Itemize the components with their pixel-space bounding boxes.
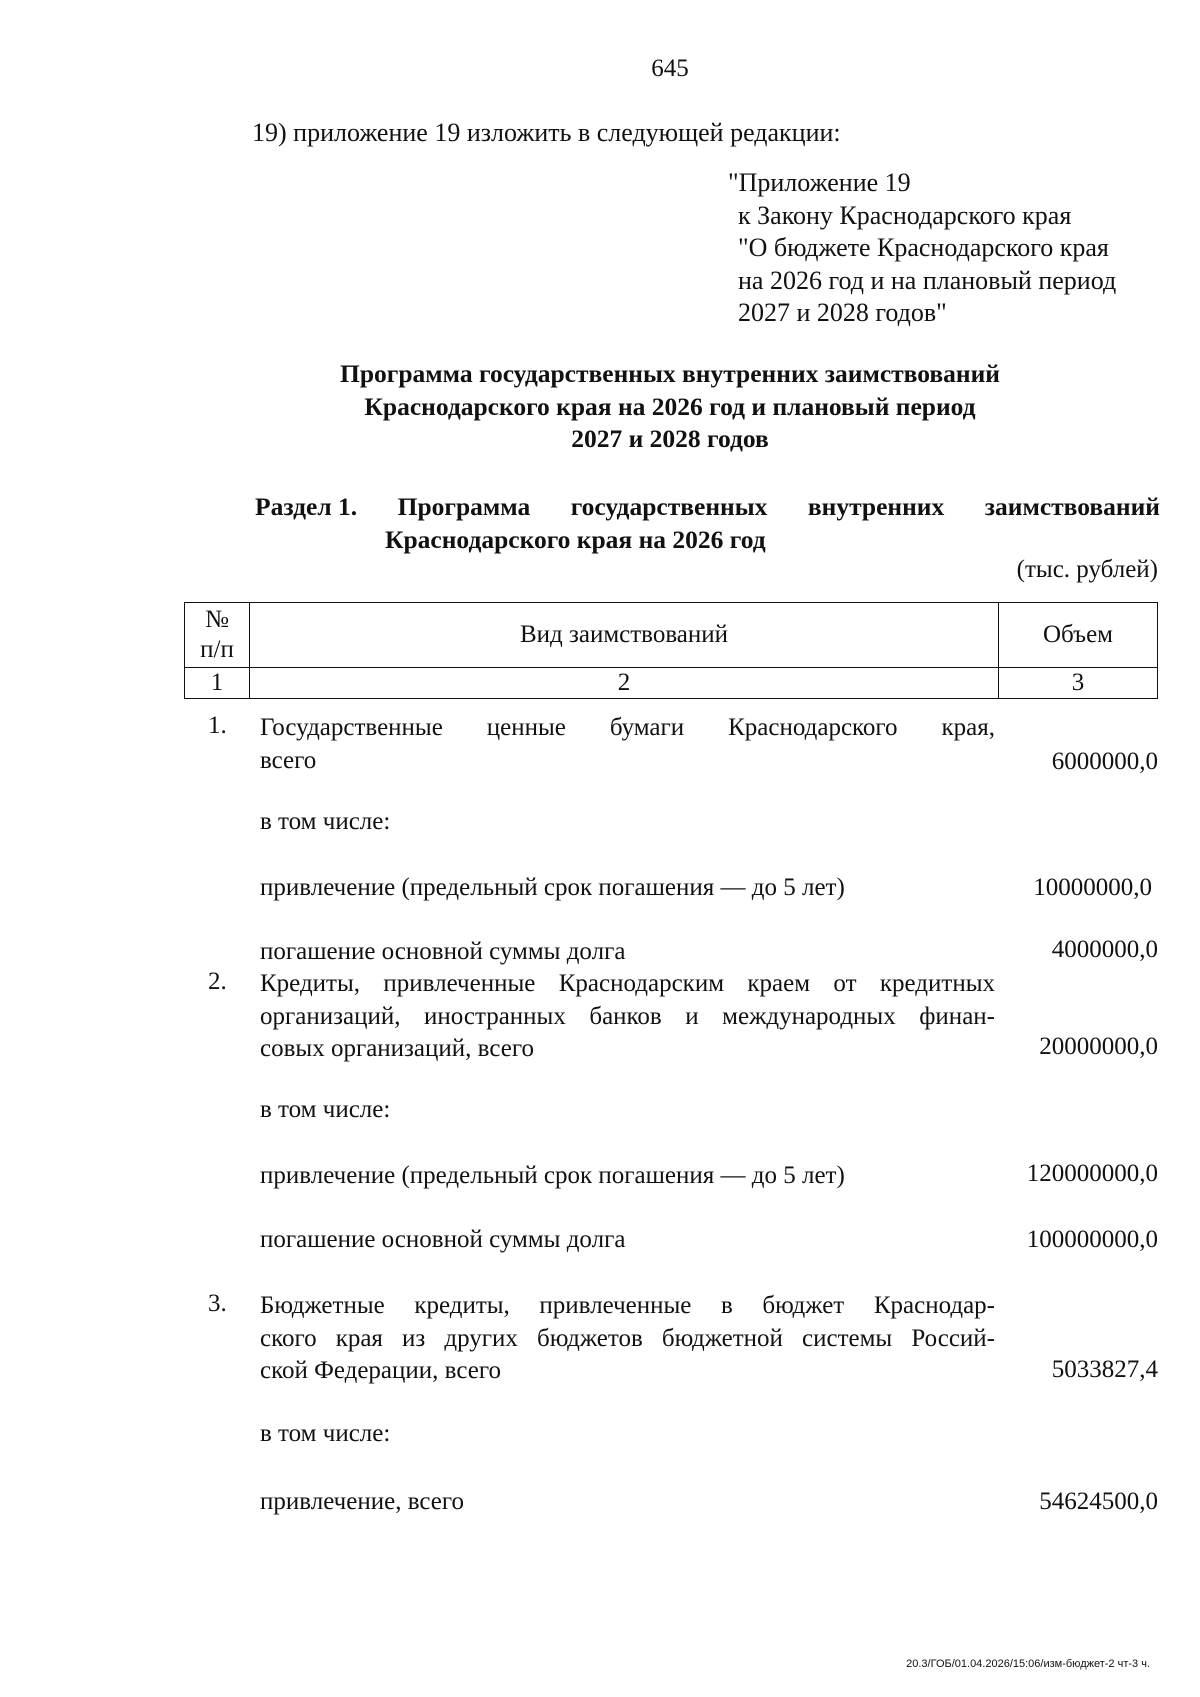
row-text-line: организаций, иностранных банков и международных финан-: [260, 1002, 995, 1030]
page-number: 645: [651, 55, 689, 82]
row-number: 3.: [208, 1290, 227, 1317]
intro-text: 19) приложение 19 изложить в следующей редакции:: [252, 118, 841, 147]
header-volume-cell: Объем: [999, 603, 1158, 668]
row-text-line: Кредиты, привлеченные Краснодарским краем от кредитных: [260, 970, 995, 997]
units-label: (тыс. рублей): [1016, 556, 1158, 583]
title-line: 2027 и 2028 годов: [571, 424, 769, 453]
section-word: Программа: [397, 492, 531, 521]
header-num-line: п/п: [200, 636, 234, 663]
row-text-line: Государственные ценные бумаги Краснодарского края,: [260, 714, 995, 741]
header-num-line: №: [205, 606, 229, 633]
row-value: 6000000,0: [1051, 748, 1158, 775]
column-number: 1: [185, 668, 250, 699]
row-text-line: ского края из других бюджетов бюджетной системы Россий-: [260, 1324, 995, 1352]
sub-value: 54624500,0: [1039, 1488, 1158, 1515]
row-text: [260, 968, 995, 1066]
sub-label: привлечение (предельный срок погашения — до 5 лет): [260, 874, 845, 901]
footer-code: 20.3/ГОБ/01.04.2026/15:06/изм-бюджет-2 чт-3 ч.: [906, 1658, 1150, 1670]
section-word: заимствований: [984, 492, 1160, 521]
appendix-line: "О бюджете Краснодарского края: [738, 233, 1109, 262]
row-text-line: совых организаций, всего: [260, 1035, 534, 1062]
column-number: 2: [250, 668, 999, 699]
sub-label: погашение основной суммы долга: [260, 1226, 626, 1253]
header-kind-cell: Вид заимствований: [250, 603, 999, 668]
row-value: 5033827,4: [1051, 1356, 1158, 1383]
sub-value: 4000000,0: [1051, 936, 1158, 963]
section-word: государственных: [570, 492, 768, 521]
section-heading: [255, 490, 1160, 556]
sub-label: привлечение, всего: [260, 1488, 464, 1515]
sub-value: 120000000,0: [1026, 1160, 1158, 1187]
appendix-line: "Приложение 19: [728, 168, 911, 197]
section-label: Раздел 1.: [255, 492, 358, 521]
row-text-line: ской Федерации, всего: [260, 1357, 501, 1384]
row-text-line: Бюджетные кредиты, привлеченные в бюджет Краснодар-: [260, 1292, 995, 1319]
table-header-row: [185, 603, 1158, 668]
title-line: Краснодарского края на 2026 год и плановый период: [364, 391, 976, 421]
row-value: 20000000,0: [1039, 1033, 1158, 1060]
appendix-line: на 2026 год и на плановый период: [738, 265, 1117, 295]
sub-label: привлечение (предельный срок погашения — до 5 лет): [260, 1162, 845, 1189]
table-column-numbers: [185, 668, 1158, 699]
document-title: [260, 358, 1080, 456]
sub-label: в том числе:: [260, 1096, 391, 1123]
sub-label: в том числе:: [260, 808, 391, 835]
header-num-cell: [185, 603, 250, 668]
section-word: внутренних: [807, 492, 945, 521]
table-header: [184, 602, 1158, 699]
sub-value: 100000000,0: [1026, 1226, 1158, 1253]
section-heading-line: [255, 490, 1160, 523]
column-number: 3: [999, 668, 1158, 699]
sub-value: 10000000,0: [1033, 874, 1152, 901]
title-line: Программа государственных внутренних заимствований: [340, 359, 1000, 388]
sub-label: погашение основной суммы долга: [260, 938, 626, 965]
sub-label: в том числе:: [260, 1420, 391, 1447]
appendix-line: 2027 и 2028 годов": [738, 298, 947, 327]
row-text-line: всего: [260, 746, 317, 774]
section-heading-line: Краснодарского края на 2026 год: [385, 525, 766, 554]
row-number: 1.: [208, 712, 227, 739]
appendix-reference: [728, 167, 1116, 330]
row-text: [260, 1290, 995, 1388]
row-text: [260, 712, 995, 777]
row-number: 2.: [208, 968, 227, 995]
appendix-line: к Закону Краснодарского края: [738, 200, 1072, 230]
